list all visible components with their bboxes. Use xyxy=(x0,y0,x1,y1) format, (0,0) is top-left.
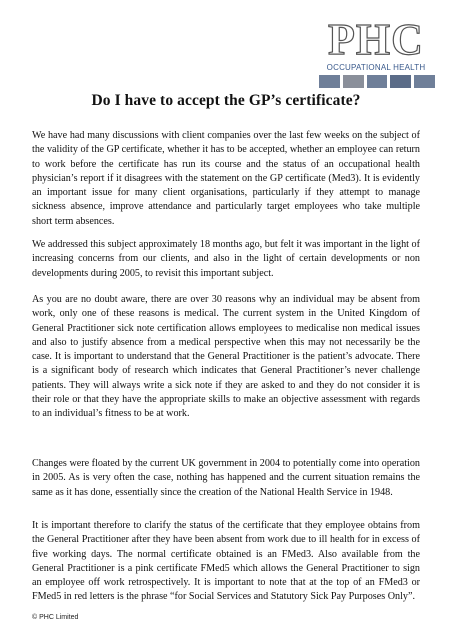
paragraph-2: We addressed this subject approximately 18 months ago, but felt it was important in the light of increasing concerns from our clients, and also in the light of certain developments or non developments during 2005, to revisit this important subject. xyxy=(32,239,420,279)
paragraph-3: As you are no doubt aware, there are over 30 reasons why an individual may be absent from work, only one of these reasons is medical. The current system in the United Kingdom of General Practitioner sick note certification allows employees to medicalise non medical issues and also to justify absence from a medical perspective when this may not necessarily be the case. It is important to understand that the General Practitioner is the patient’s advocate. There is a significant body of research which indicates that General Practitioner’s never challenge patients. They will always write a sick note if they are asked to and they do not consider it is their role or that they have the appropriate skills to make an objective assessment with regards to an individual’s fitness to be at work. xyxy=(32,294,420,420)
logo-mark: PHC xyxy=(328,15,424,64)
logo-icon-1 xyxy=(319,75,340,88)
paragraph-5: It is important therefore to clarify the status of the certificate that they employee obtains from the General Practitioner after they have been absent from work due to ill health for in excess of five working days. The normal certificate obtained is an FMed3. Also available from the General Practitioner is a pink certificate FMed5 which allows the General Practitioner to sign an employee off work retrospectively. It is important to note that at the top of an FMed3 or FMed5 in red letters is the phrase “for Social Services and Statutory Sick Pay Purposes Only”. xyxy=(32,520,420,603)
logo-icon-strip xyxy=(319,75,435,88)
phc-logo xyxy=(313,15,439,92)
paragraph-1: We have had many discussions with client companies over the last few weeks on the subject of the validity of the GP certificate, whether it has to be accepted, whether an employee can return to work before the certificate has run its course and the status of an occupational health physician’s report if it disagrees with the statement on the GP certificate (Med3). It is evidently an important issue for many client organisations, particularly if they attempt to manage sickness absence, improve attendance and particularly target employees who take multiple short term absences. xyxy=(32,130,420,227)
footer-copyright: © PHC Limited xyxy=(32,614,79,621)
paragraph-4: Changes were floated by the current UK government in 2004 to potentially come into operation in 2005. As is very often the case, nothing has happened and the current situation remains the same as it has done, essentially since the creation of the National Health Service in 1948. xyxy=(32,458,420,498)
logo-icon-4 xyxy=(390,75,411,88)
logo-subtitle: OCCUPATIONAL HEALTH xyxy=(326,63,426,72)
page-title: Do I have to accept the GP’s certificate? xyxy=(91,92,361,109)
logo-icon-3 xyxy=(367,75,388,88)
logo-icon-2 xyxy=(343,75,364,88)
logo-icon-5 xyxy=(414,75,435,88)
